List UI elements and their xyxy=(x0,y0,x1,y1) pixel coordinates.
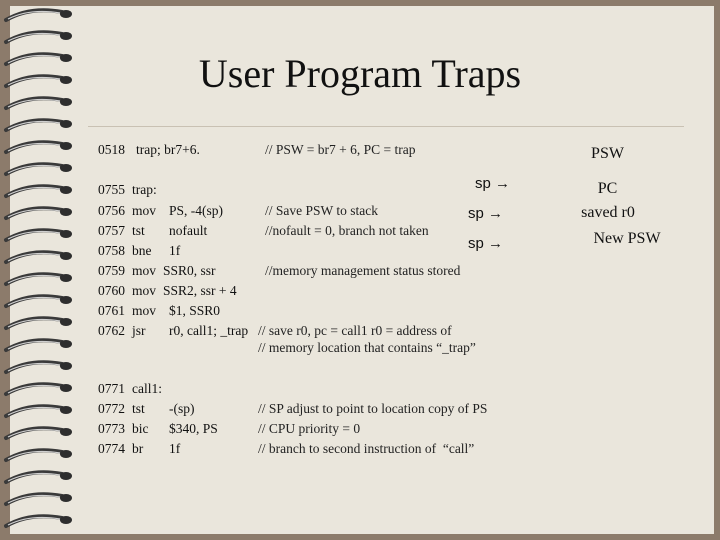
binding-ring xyxy=(6,120,72,130)
code-address: 0771 xyxy=(98,381,125,396)
code-address: 0773 xyxy=(98,421,125,436)
binding-ring xyxy=(6,428,72,438)
code-op: tst xyxy=(132,401,145,416)
binding-ring xyxy=(6,340,72,350)
code-op: trap; br7+6. xyxy=(136,142,200,157)
binding-ring xyxy=(6,252,72,262)
code-comment: //nofault = 0, branch not taken xyxy=(265,223,429,238)
code-op: mov xyxy=(132,263,157,278)
code-address: 0772 xyxy=(98,401,125,416)
binding-ring xyxy=(6,274,72,284)
binding-ring xyxy=(6,98,72,108)
code-arg: PS, -4(sp) xyxy=(169,203,224,218)
code-comment: // Save PSW to stack xyxy=(265,203,378,218)
code-arg: -(sp) xyxy=(169,401,195,416)
code-op: bne xyxy=(132,243,152,258)
binding-ring xyxy=(6,32,72,42)
sp-pointer-marker: sp → xyxy=(468,235,504,252)
code-op: tst xyxy=(132,223,145,238)
code-address: 0757 xyxy=(98,223,125,238)
code-op: mov xyxy=(132,303,157,318)
code-comment: // memory location that contains “_trap” xyxy=(258,340,476,355)
slide-title: User Program Traps xyxy=(198,51,522,96)
code-arg: 1f xyxy=(169,441,181,456)
binding-ring xyxy=(6,230,72,240)
code-arg: $340, PS xyxy=(169,421,218,436)
code-comment: // branch to second instruction of “call” xyxy=(258,441,475,456)
binding-ring xyxy=(6,10,72,20)
stack-entry-psw: PSW xyxy=(591,145,624,162)
code-op: br xyxy=(132,441,144,456)
code-op: call1: xyxy=(132,381,162,396)
code-op: mov xyxy=(132,283,157,298)
binding-ring xyxy=(6,494,72,504)
binding-ring xyxy=(6,472,72,482)
code-op: jsr xyxy=(132,323,146,338)
code-comment: // save r0, pc = call1 r0 = address of xyxy=(258,323,452,338)
code-address: 0774 xyxy=(98,441,125,456)
code-comment: // PSW = br7 + 6, PC = trap xyxy=(265,142,416,157)
code-op: mov xyxy=(132,203,157,218)
binding-ring xyxy=(6,164,72,174)
binding-ring xyxy=(6,450,72,460)
code-arg: SSR0, ssr xyxy=(163,263,216,278)
code-address: 0760 xyxy=(98,283,125,298)
binding-ring xyxy=(6,318,72,328)
sp-pointer-marker: sp → xyxy=(475,175,511,192)
code-comment: // SP adjust to point to location copy of PS xyxy=(258,401,488,416)
code-address: 0762 xyxy=(98,323,125,338)
binding-ring xyxy=(6,384,72,394)
binding-ring xyxy=(6,186,72,196)
code-arg: SSR2, ssr + 4 xyxy=(163,283,237,298)
binding-ring xyxy=(6,406,72,416)
code-address: 0761 xyxy=(98,303,125,318)
code-arg: nofault xyxy=(169,223,208,238)
title-divider xyxy=(88,126,684,127)
binding-ring xyxy=(6,142,72,152)
code-comment: //memory management status stored xyxy=(265,263,461,278)
binding-ring xyxy=(6,516,72,526)
code-arg: 1f xyxy=(169,243,181,258)
code-arg: r0, call1; _trap xyxy=(169,323,249,338)
binding-ring xyxy=(6,208,72,218)
binding-ring xyxy=(6,362,72,372)
stack-entry-pc: PC xyxy=(597,180,618,197)
code-address: 0756 xyxy=(98,203,125,218)
code-comment: // CPU priority = 0 xyxy=(258,421,361,436)
stack-entry-new-psw: New PSW xyxy=(593,230,661,247)
code-op: trap: xyxy=(132,182,157,197)
binding-ring xyxy=(6,296,72,306)
stack-entry-saved-r0: saved r0 xyxy=(581,204,635,221)
sp-pointer-marker: sp → xyxy=(468,205,504,222)
code-address: 0518 xyxy=(98,142,125,157)
code-address: 0758 xyxy=(98,243,125,258)
code-address: 0755 xyxy=(98,182,125,197)
code-arg: $1, SSR0 xyxy=(169,303,221,318)
code-address: 0759 xyxy=(98,263,125,278)
code-op: bic xyxy=(132,421,149,436)
